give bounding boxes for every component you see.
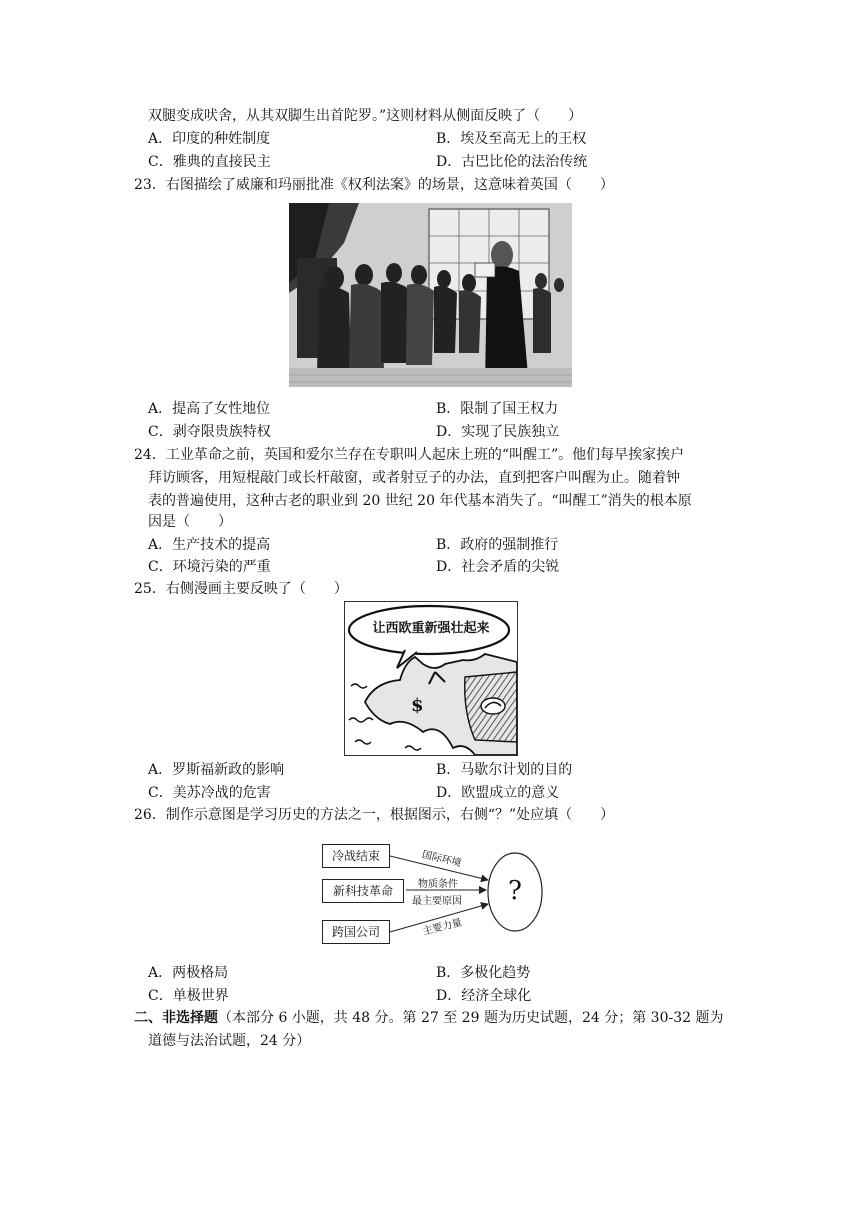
diagram-question-mark: ? xyxy=(508,876,522,906)
q24-stem-line2: 拜访顾客，用短棍敲门或长杆敲窗，或者射豆子的办法，直到把客户叫醒为止。随着钟 xyxy=(148,470,680,486)
q24-stem-line3: 表的普遍使用，这种古老的职业到 20 世纪 20 年代基本消失了。“叫醒工”消失的根本原 xyxy=(148,493,692,509)
q26-stem: 26．制作示意图是学习历史的方法之一，根据图示，右侧“？”处应填（ ） xyxy=(134,807,615,823)
q24-option-a: A．生产技术的提高 xyxy=(148,537,271,553)
q22-option-d: D．古巴比伦的法治传统 xyxy=(436,154,588,170)
q23-option-d: D．实现了民族独立 xyxy=(436,424,560,440)
diagram-box-multinationals: 跨国公司 xyxy=(322,920,390,944)
section2-heading xyxy=(134,1008,723,1028)
arrow-label-material: 物质条件 xyxy=(418,879,458,890)
q24-stem-line4: 因是（ ） xyxy=(148,514,232,530)
q25-option-a: A．罗斯福新政的影响 xyxy=(148,762,285,778)
q22-stem-continuation: 双腿变成吠舍，从其双脚生出首陀罗。”这则材料从侧面反映了（ ） xyxy=(148,108,583,124)
q23-stem: 23．右图描绘了威廉和玛丽批准《权利法案》的场景，这意味着英国（ ） xyxy=(134,177,614,193)
arrow-label-main-cause: 最主要原因 xyxy=(412,896,462,907)
diagram-box-cold-war-end: 冷战结束 xyxy=(322,844,390,868)
q23-option-b: B．限制了国王权力 xyxy=(436,401,559,417)
q25-option-d: D．欧盟成立的意义 xyxy=(436,785,560,801)
cartoon-speech-text: 让西欧重新强壮起来 xyxy=(372,621,490,636)
bill-of-rights-engraving xyxy=(289,203,572,387)
arrow-label-international: 国际环境 xyxy=(420,849,463,870)
q26-option-c: C．单极世界 xyxy=(148,988,229,1004)
section2-description-line2: 道德与法治试题，24 分） xyxy=(148,1033,311,1049)
q26-option-d: D．经济全球化 xyxy=(436,988,532,1004)
q23-option-c: C．剥夺限贵族特权 xyxy=(148,424,271,440)
q22-option-b: B．埃及至高无上的王权 xyxy=(436,131,587,147)
q24-stem-line1: 24．工业革命之前，英国和爱尔兰存在专职叫人起床上班的“叫醒工”。他们每早挨家挨户 xyxy=(134,447,685,463)
q26-diagram xyxy=(318,840,558,950)
section2-title: 二、非选择题 xyxy=(134,1010,218,1026)
q25-option-c: C．美苏冷战的危害 xyxy=(148,785,271,801)
q25-option-b: B．马歇尔计划的目的 xyxy=(436,762,573,778)
q23-option-a: A．提高了女性地位 xyxy=(148,401,271,417)
q26-option-b: B．多极化趋势 xyxy=(436,965,531,981)
q22-option-a: A．印度的种姓制度 xyxy=(148,131,271,147)
q24-option-c: C．环境污染的严重 xyxy=(148,559,271,575)
marshall-plan-cartoon xyxy=(344,601,518,756)
q26-option-a: A．两极格局 xyxy=(148,965,229,981)
arrow-label-main-force: 主要力量 xyxy=(421,917,464,938)
section2-description: （本部分 6 小题，共 48 分。第 27 至 29 题为历史试题，24 分；第 30-32 题为 xyxy=(218,1010,724,1026)
diagram-box-tech-revolution: 新科技革命 xyxy=(322,879,404,903)
q25-stem: 25．右侧漫画主要反映了（ ） xyxy=(134,581,348,597)
dollar-sign-icon: $ xyxy=(411,695,424,716)
q24-option-d: D．社会矛盾的尖锐 xyxy=(436,559,560,575)
q24-option-b: B．政府的强制推行 xyxy=(436,537,559,553)
q22-option-c: C．雅典的直接民主 xyxy=(148,154,271,170)
